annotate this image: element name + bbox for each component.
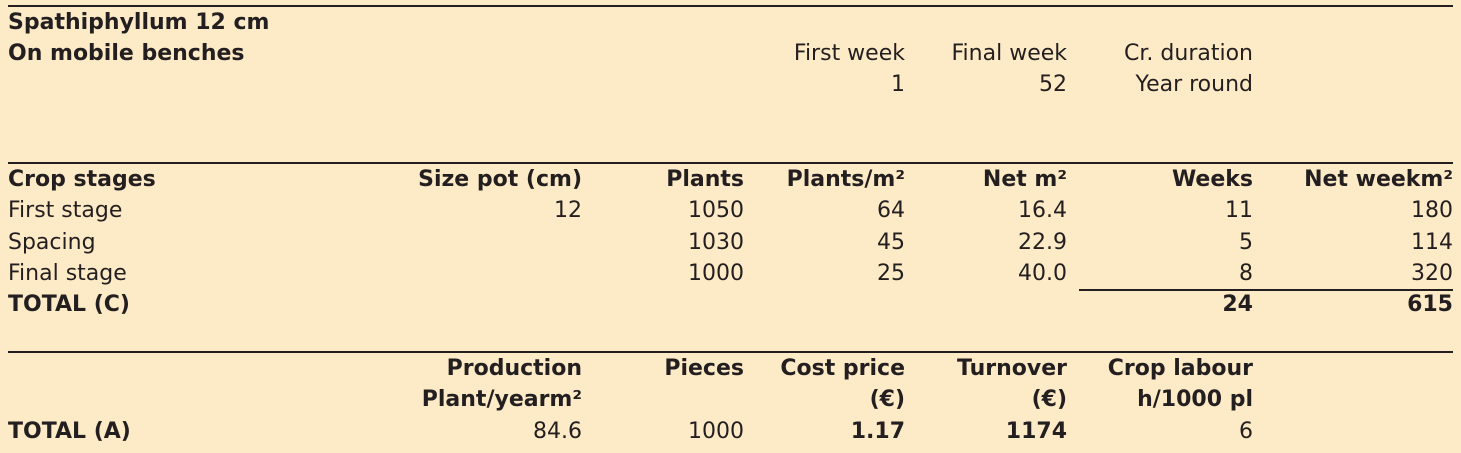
stage-net-weekm2: 180 [1411, 198, 1453, 223]
header-crop-stages: Crop stages [8, 167, 156, 192]
subtotal-rule [1079, 289, 1453, 291]
total-a-cost-price: 1.17 [850, 419, 905, 444]
stage-plants: 1000 [688, 261, 744, 286]
header-net-weekm2: Net weekm² [1304, 167, 1453, 192]
duration-label: Cr. duration [1124, 41, 1253, 66]
total-c-label: TOTAL (C) [8, 292, 130, 317]
stage-weeks: 8 [1239, 261, 1253, 286]
stages-rule [8, 162, 1453, 164]
stage-plants-per-m2: 45 [877, 230, 905, 255]
header-net-m2: Net m² [982, 167, 1067, 192]
total-a-pieces: 1000 [688, 419, 744, 444]
final-week-label: Final week [951, 41, 1067, 66]
header-crop-labour-1: Crop labour [1107, 356, 1253, 381]
stage-net-m2: 40.0 [1018, 261, 1067, 286]
header-plants-per-m2: Plants/m² [786, 167, 905, 192]
header-cost-price-1: Cost price [780, 356, 905, 381]
duration-value: Year round [1135, 72, 1253, 97]
first-week-label: First week [793, 41, 905, 66]
header-plants: Plants [666, 167, 744, 192]
total-a-turnover: 1174 [1005, 419, 1067, 444]
stage-net-m2: 22.9 [1018, 230, 1067, 255]
stage-net-weekm2: 320 [1411, 261, 1453, 286]
stage-net-weekm2: 114 [1411, 230, 1453, 255]
stage-name: Final stage [8, 261, 127, 286]
crop-subtitle: On mobile benches [8, 41, 245, 66]
stage-plants: 1050 [688, 198, 744, 223]
stage-name: First stage [8, 198, 123, 223]
stage-name: Spacing [8, 230, 96, 255]
header-size-pot: Size pot (cm) [418, 167, 582, 192]
stage-net-m2: 16.4 [1018, 198, 1067, 223]
crop-title: Spathiphyllum 12 cm [8, 10, 270, 35]
header-turnover-2: (€) [1031, 387, 1067, 412]
stage-weeks: 11 [1225, 198, 1253, 223]
total-c-net-weekm2: 615 [1407, 292, 1453, 317]
header-production-2: Plant/yearm² [421, 387, 582, 412]
total-a-label: TOTAL (A) [8, 419, 131, 444]
stage-weeks: 5 [1239, 230, 1253, 255]
header-pieces: Pieces [664, 356, 744, 381]
stage-plants-per-m2: 25 [877, 261, 905, 286]
header-turnover-1: Turnover [957, 356, 1067, 381]
header-production-1: Production [446, 356, 582, 381]
stage-size-pot: 12 [554, 198, 582, 223]
summary-rule [8, 351, 1453, 353]
header-weeks: Weeks [1171, 167, 1253, 192]
top-rule [8, 5, 1453, 7]
first-week-value: 1 [891, 72, 905, 97]
header-cost-price-2: (€) [869, 387, 905, 412]
total-a-crop-labour: 6 [1239, 419, 1253, 444]
total-a-production: 84.6 [533, 419, 582, 444]
final-week-value: 52 [1039, 72, 1067, 97]
total-c-weeks: 24 [1222, 292, 1253, 317]
stage-plants: 1030 [688, 230, 744, 255]
stage-plants-per-m2: 64 [877, 198, 905, 223]
header-crop-labour-2: h/1000 pl [1137, 387, 1253, 412]
